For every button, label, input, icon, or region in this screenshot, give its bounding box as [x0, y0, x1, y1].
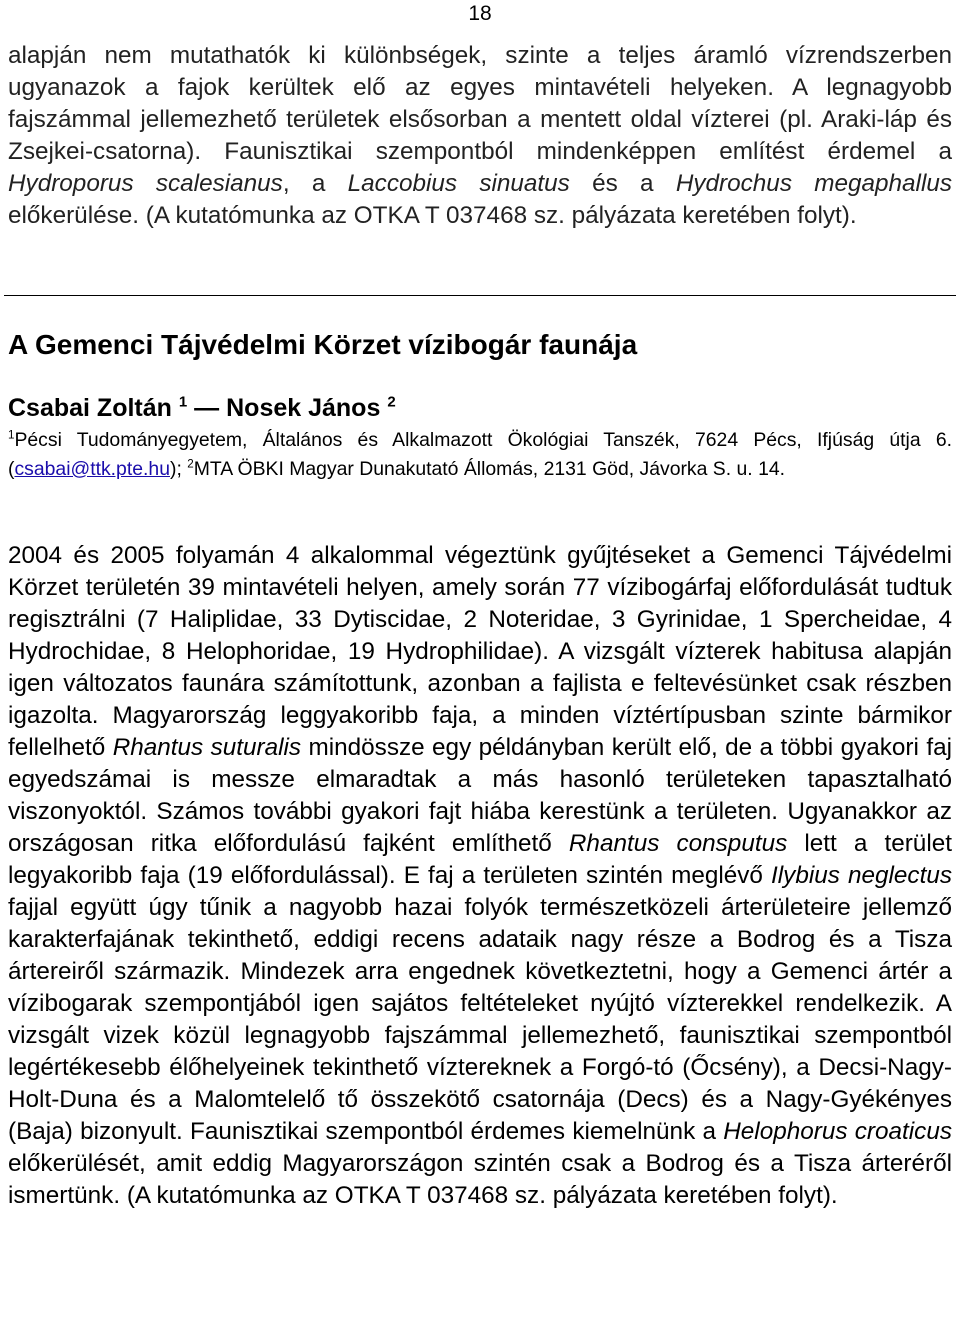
species-name: Hydrochus megaphallus [675, 170, 953, 197]
page-number: 18 [468, 2, 492, 25]
species-name: Helophorus croaticus [723, 1118, 952, 1145]
species-name: Rhantus consputus [568, 830, 788, 857]
author-name: Csabai Zoltán [8, 394, 172, 422]
species-name: Laccobius sinuatus [347, 170, 570, 197]
species-name: Rhantus suturalis [112, 734, 302, 761]
affiliation: $^1$Pécsi Tudományegyetem, Általános és Alkalmazott Ökológiai Tanszék, 7624 Pécs, Ifjúság útja 6. (csabai@ttk.pte.hu); $^2$MTA ÖBKI Magyar Dunakutató Állomás, 2131 Göd, Jávorka S. u. 14. [8, 428, 952, 480]
author-line: Csabai Zoltán $^1$ — Nosek János $^2$ [8, 393, 396, 422]
section-divider [4, 295, 956, 296]
author-name: Nosek János [226, 394, 381, 422]
species-name: Hydroporus scalesianus [8, 170, 283, 197]
intro-paragraph: alapján nem mutathatók ki különbségek, szinte a teljes áramló vízrendszerben ugyanazok a fajok kerültek elő az egyes mintavételi helyeken. A legnagyobb fajszámmal jellemezhető területek elsősorban a mentett oldal vízterei (pl. Araki-láp és Zsejkei-csatorna). Faunisztikai szempontból mindenképpen említést érdemel a Hydroporus scalesianus, a Laccobius sinuatus és a Hydrochus megaphallus előkerülése. (A kutatómunka az OTKA T 037468 sz. pályázata keretében folyt). [8, 42, 953, 229]
email-link[interactable]: csabai@ttk.pte.hu [14, 458, 170, 480]
abstract-paragraph: 2004 és 2005 folyamán 4 alkalommal végeztünk gyűjtéseket a Gemenci Tájvédelmi Körzet területén 39 mintavételi helyen, amely során 77 vízibogárfaj előfordulását tudtuk regisztrálni (7 Haliplidae, 33 Dytiscidae, 2 Noteridae, 3 Gyrinidae, 1 Spercheidae, 4 Hydrochidae, 8 Helophoridae, 19 Hydrophilidae). A vizsgált vízterek habitusa alapján igen változatos faunára számítottunk, azonban a fajlista e feltevésünket csak részben igazolta. Magyarország leggyakoribb faja, a minden víztértípusban szinte bármikor fellelhető Rhantus suturalis mindössze egy példányban került elő, de a többi gyakori faj egyedszámai is messze elmaradtak a más hasonló területeken tapasztalható viszonyoktól. Számos további gyakori fajt hiába kerestünk a területen. Ugyanakkor az országosan ritka előfordulású fajként említhető Rhantus consputus lett a terület legyakoribb faja (19 előfordulással). E faj a területen szintén meglévő Ilybius neglectus fajjal együtt úgy tűnik a nagyobb hazai folyók természetközeli árterületeire jellemző karakterfajának tekinthető, eddigi recens adataik nagy része a Bodrog és a Tisza ártereiről származik. Mindezek arra engednek következtetni, hogy a Gemenci ártér a vízibogarak szempontjából igen sajátos feltételeket nyújtó vízterekkel rendelkezik. A vizsgált vizek közül legnagyobb fajszámmal jellemezhető, faunisztikai szempontból legértékesebb élőhelyeinek tekinthető víztereknek a Forgó-tó (Őcsény), a Decsi-Nagy-Holt-Duna és a Malomtelelő tő összekötő csatornája (Decs) és a Nagy-Gyékényes (Baja) bizonyult. Faunisztikai szempontból érdemes kiemelnünk a Helophorus croaticus előkerülését, amit eddig Magyarországon szintén csak a Bodrog és a Tisza árteréről ismertünk. (A kutatómunka az OTKA T 037468 sz. pályázata keretében folyt). [8, 542, 952, 1209]
species-name: Ilybius neglectus [771, 862, 952, 889]
article-title: A Gemenci Tájvédelmi Körzet vízibogár faunája [8, 329, 638, 360]
